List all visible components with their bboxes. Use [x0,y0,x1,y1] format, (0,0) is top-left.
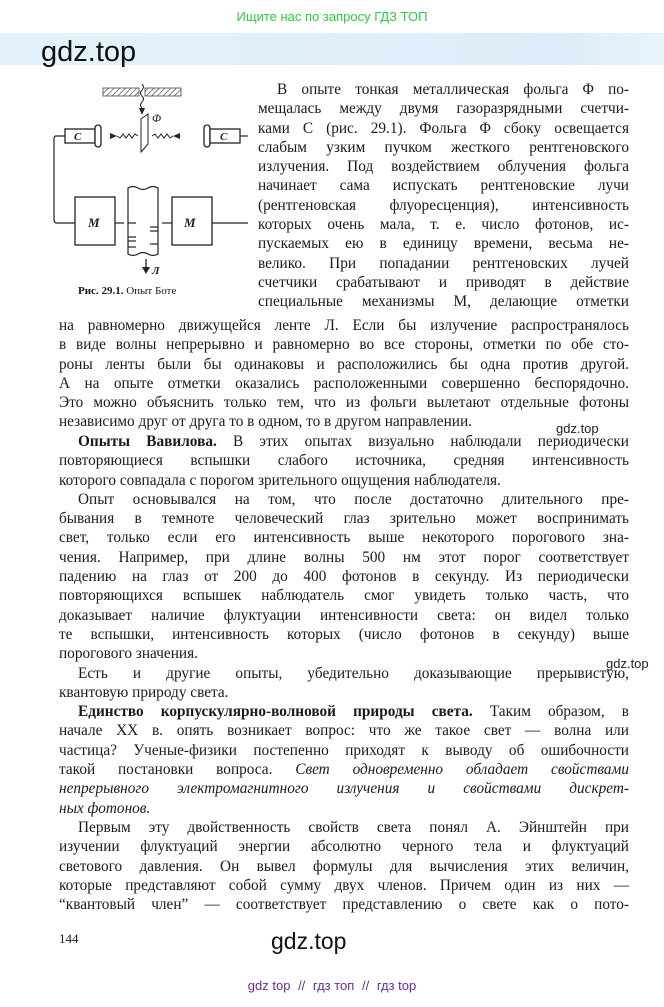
text-line: “квантовый член” — соответствует представлению о свете как о пото- [59,896,629,914]
text-line: падению на глаз от 200 до 400 фотонов в секунду. Из периодически [59,568,629,586]
text-line: независимо друг от друга то в одном, то в другом направлении. [59,413,472,431]
watermark-gdz: gdz.top [556,421,599,436]
text-line: излучения. Под воздействием облучения фольга [258,158,629,176]
text-line: Это можно объяснить только тем, что из фольги вылетают отдельные фотоны [59,394,629,412]
text-line: счетчики срабатывают и приводят в действие [258,273,629,291]
text-line: частица? Ученые-физики постепенно приходят к выводу об ошибочности [59,741,629,759]
bothe-diagram-icon [50,84,250,284]
vavilov-section [59,432,629,914]
text-line: такой постановки вопроса. Свет одновременно обладает свойствами [59,761,629,779]
svg-text:M: M [184,215,196,230]
text-line: в виде волны непрерывно и равномерно во все стороны, отметки по обе сто- [59,336,629,354]
watermark-gdz-large: gdz.top [271,928,347,954]
footer-link[interactable]: гдз топ [312,978,355,993]
text-line: которого совпадала с порогом зрительного ощущения наблюдателя. [59,471,501,489]
footer-link[interactable]: gdz top [247,978,291,993]
italic-statement: Свет одновременно обладает свойствами [295,761,629,779]
svg-text:M: M [88,215,100,230]
page-number: 144 [59,931,79,946]
text-line: слабым узким пучком жесткого рентгеновского [258,138,629,156]
text-line: В опыте тонкая металлическая фольга Φ по- [277,81,629,98]
text-line: велико. При попадании рентгеновских лучей [258,254,629,272]
text-line: начале XX в. опять возникает вопрос: что же такое свет — волна или [59,722,629,740]
text-line: (рентгеновская флуоресценция), интенсивность [258,196,629,214]
site-logo[interactable]: gdz.top [41,36,137,68]
figure-caption [78,285,176,297]
text-line: которые представляют собой сумму двух членов. Причем один из них — [59,876,629,894]
text-line: непрерывного электромагнитного излучения и свойствами дискрет- [59,780,629,798]
text-line: на равномерно движущейся ленте Л. Если бы излучение распространялось [59,317,629,334]
text-line: повторяющиеся вспышки слабого источника, средняя интенсивность [59,452,629,470]
text-line: доказывает наличие флуктуации интенсивности света: он видел только [59,606,629,624]
text-line: бывания в темноте человеческий глаз зрительно может воспринимать [59,510,629,528]
svg-text:C: C [220,131,228,143]
bothe-paragraph-bottom [59,316,629,432]
svg-text:C: C [74,131,82,143]
vavilov-heading: Опыты Вавилова. [78,433,217,450]
text-line: А на опыте отметки оказались расположенными совершенно беспорядочно. [59,374,629,392]
foil-label: Φ [152,111,162,125]
text-line: ных фотонов. [59,799,151,817]
text-line: повторяющихся вспышек наблюдатель смог увидеть только часть, что [59,587,629,605]
text-line: те вспышки, интенсивность которых (число фотонов в секунду) выше [59,625,629,643]
text-line: свет, только если его интенсивность выше некоторого порогового зна- [59,529,629,547]
text-line: которых очень мала, т. е. число фотонов, ис- [258,216,629,234]
text-line: роны ленты были бы одинаковы и расположились бы одна против другой. [59,355,629,373]
figure-bothe-experiment [50,84,250,304]
text-line: Единство корпускулярно-волновой природы света. Таким образом, в [78,703,629,721]
text-line: Первым эту двойственность свойств света понял А. Эйнштейн при [78,818,629,836]
text-line: специальные механизмы M, делающие отметки [258,293,629,311]
unity-heading: Единство корпускулярно-волновой природы света. [78,703,473,721]
text-line: Есть и другие опыты, убедительно доказывающие прерывистую, [78,664,629,682]
search-banner [0,0,664,33]
text-line: квантовую природу света. [59,683,229,701]
watermark-gdz: gdz.top [606,656,649,671]
text-line: светового давления. Он вывел формулы для вычисления этих величин, [59,857,629,875]
svg-text:Л: Л [152,265,160,277]
bothe-paragraph-top [258,80,629,312]
text-line: чения. Например, при длине волны 500 нм этот порог соответствует [59,548,629,566]
footer-separator: // [361,978,370,993]
footer-links [0,978,664,993]
text-line: изучении флуктуаций энергии абсолютно черного тела и флуктуаций [59,838,629,856]
figure-title: Опыт Боте [126,285,177,297]
footer-link[interactable]: гдз top [376,978,417,993]
text-line: ками C (рис. 29.1). Фольга Φ сбоку освещается [258,119,629,137]
banner-text: Ищите нас по запросу ГДЗ ТОП [236,9,428,24]
text-line: Опыты Вавилова. В этих опытах визуально наблюдали периодически [78,433,629,450]
text-line: порогового значения. [59,645,198,663]
text-line: начинает сама испускать рентгеновские лучи [258,177,629,195]
text-line: мещалась между двумя газоразрядными счетчи- [258,100,629,118]
text-line: Опыт основывался на том, что после достаточно длительного пре- [78,490,629,508]
footer-separator: // [298,978,306,993]
text-line: пускаемых ею в единицу времени, весьма не- [258,235,629,253]
figure-number: Рис. 29.1. [78,285,124,297]
